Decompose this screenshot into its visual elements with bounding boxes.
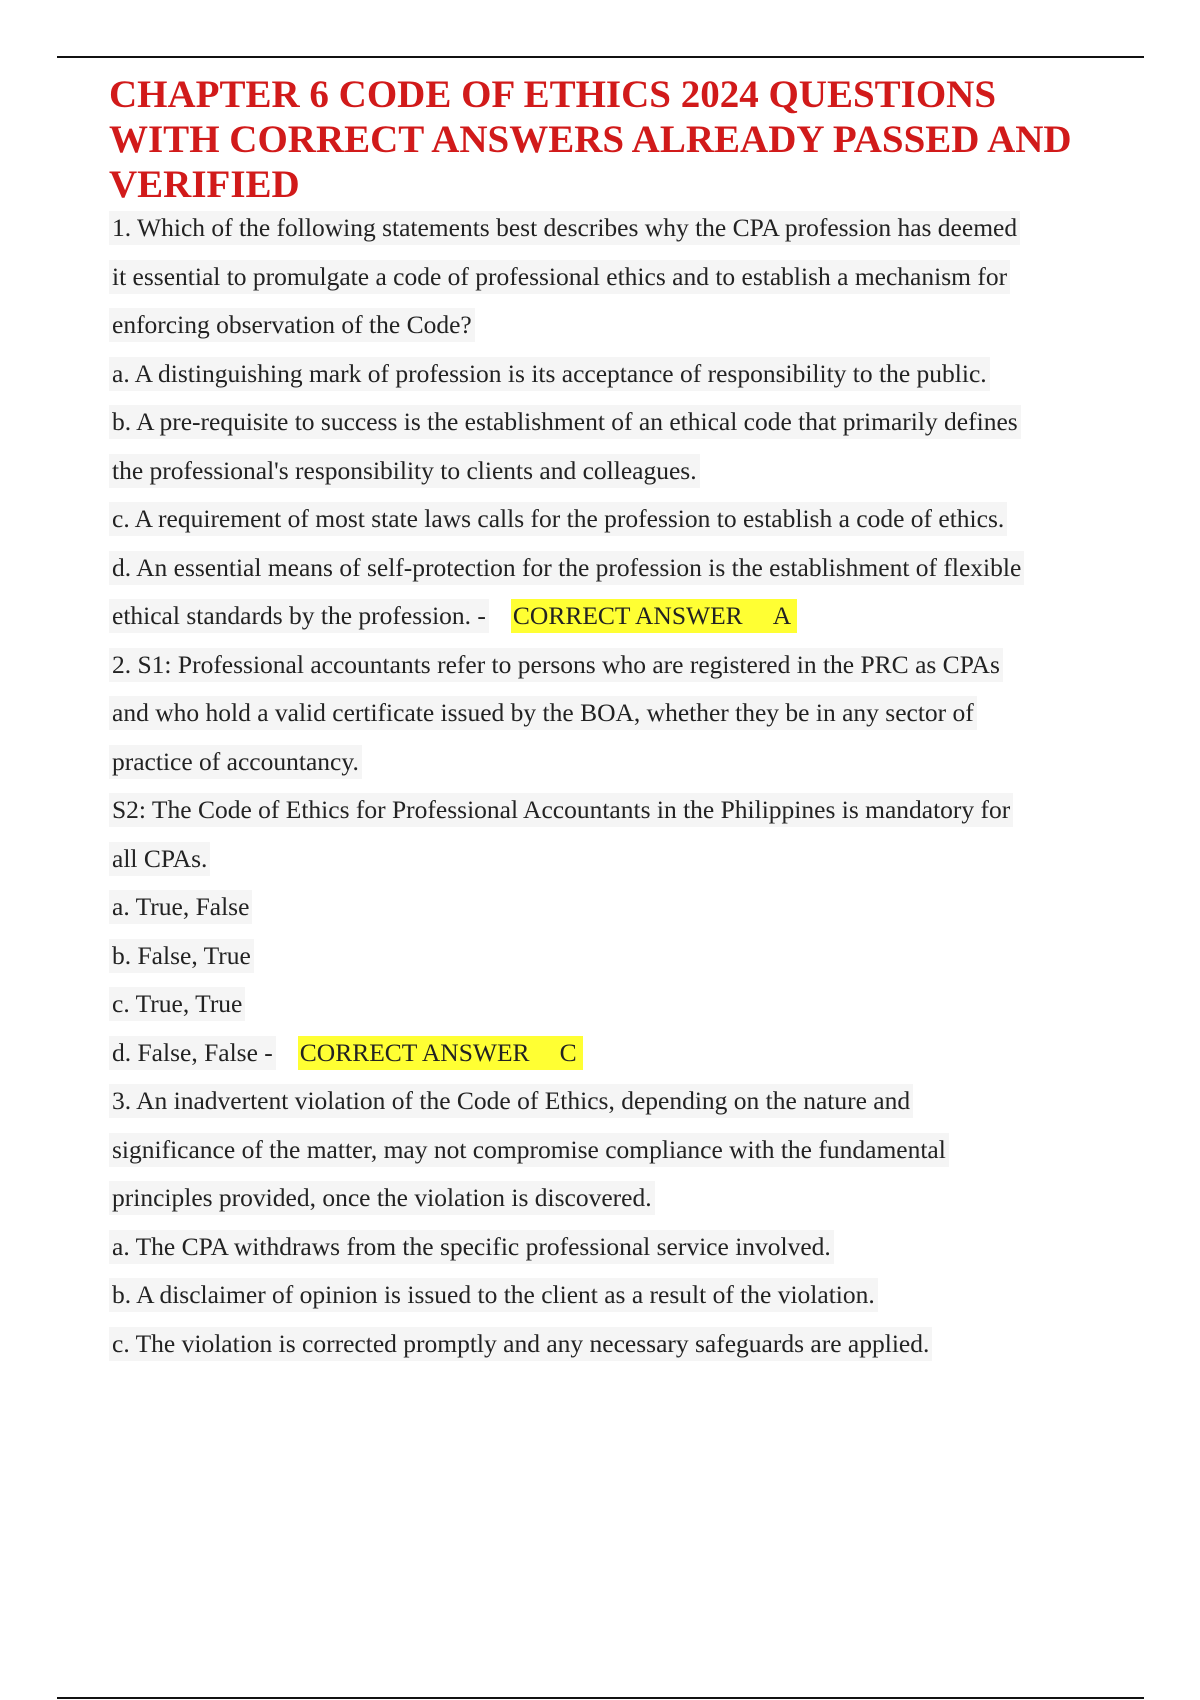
question-2 bbox=[109, 648, 1134, 1085]
question-2-stem: 2. S1: Professional accountants refer to persons who are registered in the PRC as CPAs bbox=[109, 648, 1003, 682]
question-1-stem: enforcing observation of the Code? bbox=[109, 308, 475, 342]
question-3 bbox=[109, 1084, 1134, 1375]
correct-answer-label: CORRECT ANSWER bbox=[299, 1037, 530, 1067]
question-2-stem: all CPAs. bbox=[109, 842, 210, 876]
bottom-rule bbox=[57, 1697, 1144, 1699]
correct-answer-highlight bbox=[511, 599, 797, 633]
title-line: CHAPTER 6 CODE OF ETHICS 2024 QUESTIONS bbox=[109, 73, 997, 116]
question-2-stem: practice of accountancy. bbox=[109, 745, 362, 779]
option-d: ethical standards by the profession. - bbox=[109, 599, 489, 633]
top-rule bbox=[57, 56, 1144, 58]
question-2-stem: and who hold a valid certificate issued by the BOA, whether they be in any sector of bbox=[109, 696, 977, 730]
question-2-stem: S2: The Code of Ethics for Professional Accountants in the Philippines is mandatory for bbox=[109, 793, 1013, 827]
title-line: WITH CORRECT ANSWERS ALREADY PASSED AND bbox=[109, 118, 1072, 161]
option-c: c. The violation is corrected promptly and any necessary safeguards are applied. bbox=[109, 1327, 932, 1361]
question-1-stem: 1. Which of the following statements best describes why the CPA profession has deemed bbox=[109, 211, 1020, 245]
option-b: b. False, True bbox=[109, 939, 254, 973]
document-body bbox=[109, 72, 1134, 1375]
option-b: b. A pre-requisite to success is the establishment of an ethical code that primarily defines bbox=[109, 405, 1021, 439]
question-1 bbox=[109, 211, 1134, 648]
option-b: b. A disclaimer of opinion is issued to the client as a result of the violation. bbox=[109, 1278, 878, 1312]
option-d: d. An essential means of self-protection for the profession is the establishment of flexible bbox=[109, 551, 1024, 585]
option-c: c. True, True bbox=[109, 987, 245, 1021]
option-b: the professional's responsibility to clients and colleagues. bbox=[109, 454, 700, 488]
question-3-stem: principles provided, once the violation is discovered. bbox=[109, 1181, 655, 1215]
option-a: a. A distinguishing mark of profession is its acceptance of responsibility to the public. bbox=[109, 357, 990, 391]
correct-answer-letter: A bbox=[772, 601, 792, 630]
correct-answer-label: CORRECT ANSWER bbox=[512, 601, 743, 630]
option-d: d. False, False - bbox=[109, 1036, 276, 1070]
option-a: a. True, False bbox=[109, 890, 252, 924]
question-3-stem: significance of the matter, may not compromise compliance with the fundamental bbox=[109, 1133, 949, 1167]
correct-answer-letter: C bbox=[559, 1037, 577, 1067]
option-c: c. A requirement of most state laws calls for the profession to establish a code of ethics. bbox=[109, 502, 1007, 536]
title-line: VERIFIED bbox=[109, 163, 300, 206]
document-title bbox=[109, 72, 1134, 207]
question-1-stem: it essential to promulgate a code of professional ethics and to establish a mechanism for bbox=[109, 260, 1010, 294]
option-a: a. The CPA withdraws from the specific professional service involved. bbox=[109, 1230, 834, 1264]
correct-answer-highlight bbox=[298, 1036, 583, 1070]
question-3-stem: 3. An inadvertent violation of the Code of Ethics, depending on the nature and bbox=[109, 1084, 913, 1118]
